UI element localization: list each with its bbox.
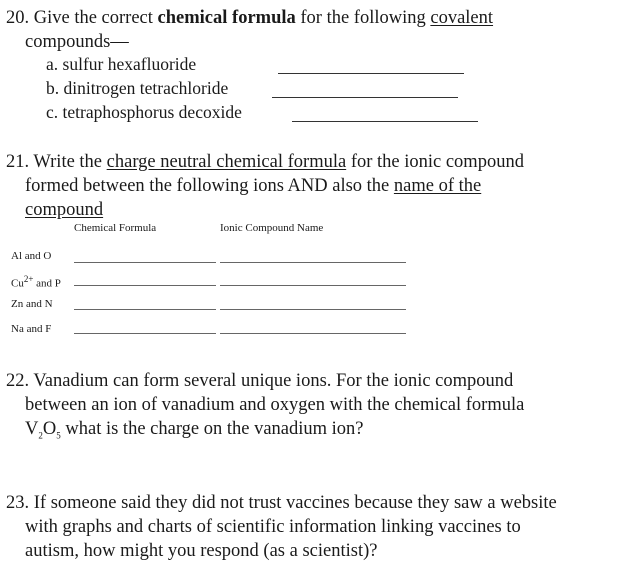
q22-formula-sub1: 2: [38, 430, 43, 441]
q23-line3: autism, how might you respond (as a scientist)?: [25, 541, 378, 561]
q20-answer-line-c[interactable]: [292, 121, 478, 122]
q21-line2-text: formed between the following ions AND also the: [25, 176, 390, 196]
name-answer-line-2[interactable]: [220, 285, 406, 286]
ion-pair-row-1: [11, 250, 51, 262]
name-answer-line-3[interactable]: [220, 309, 406, 310]
q22-formula-o: O: [42, 419, 57, 439]
q22-line3: [25, 417, 364, 448]
ion-pair-label: Zn and N: [11, 298, 53, 310]
q22-line2: between an ion of vanadium and oxygen with the chemical formula: [25, 395, 525, 415]
q20-number: 20.: [6, 8, 30, 28]
q22-formula: [25, 419, 61, 439]
q22-formula-v: V: [25, 419, 39, 439]
ion-pair-label-post: and P: [33, 277, 61, 290]
q23-number: 23.: [6, 493, 30, 513]
q20-item-c: c. tetraphosphorus decoxide: [46, 102, 242, 122]
q20-item-a: a. sulfur hexafluoride: [46, 54, 197, 74]
q21-line2: [25, 174, 481, 198]
q22-text-1: Vanadium can form several unique ions. For the ionic compound: [33, 371, 514, 391]
q22-formula-sub2: 5: [56, 430, 61, 441]
ion-pair-row-4: [11, 323, 51, 335]
ion-charge: 2+: [23, 274, 34, 284]
q20-text-mid: for the following: [300, 8, 426, 28]
q20-line2: compounds—: [25, 32, 129, 52]
name-answer-line-4[interactable]: [220, 333, 406, 334]
q20-item-b: b. dinitrogen tetrachloride: [46, 78, 229, 98]
ion-pair-row-2: [11, 274, 61, 290]
col-header-name: Ionic Compound Name: [220, 222, 324, 234]
q21-line3: [25, 198, 103, 222]
q20-text-pre: Give the correct: [33, 8, 153, 28]
q20-line1: [6, 6, 493, 30]
formula-answer-line-2[interactable]: [74, 285, 216, 286]
q22-line1: [6, 369, 513, 393]
name-answer-line-1[interactable]: [220, 262, 406, 263]
q20-underlined-term: covalent: [430, 8, 494, 28]
q23-text-1: If someone said they did not trust vaccines because they saw a website: [33, 493, 557, 513]
q23-line2: with graphs and charts of scientific information linking vaccines to: [25, 517, 521, 537]
q23-line1: [6, 491, 557, 515]
formula-answer-line-4[interactable]: [74, 333, 216, 334]
q20-bold-term: chemical formula: [157, 8, 296, 28]
q21-text-pre: Write the: [33, 152, 103, 172]
ion-pair-label: Al and O: [11, 250, 52, 262]
q21-underlined-formula: charge neutral chemical formula: [106, 152, 347, 172]
col-header-formula: Chemical Formula: [74, 222, 157, 234]
q20-answer-line-a[interactable]: [278, 73, 464, 74]
ion-pair-row-3: [11, 298, 53, 310]
q21-text-mid: for the ionic compound: [350, 152, 524, 172]
ion-pair-label: Cu: [11, 277, 24, 290]
q21-line1: [6, 150, 524, 174]
q21-number: 21.: [6, 152, 30, 172]
q22-number: 22.: [6, 371, 30, 391]
formula-answer-line-1[interactable]: [74, 262, 216, 263]
formula-answer-line-3[interactable]: [74, 309, 216, 310]
q22-text-3: what is the charge on the vanadium ion?: [60, 419, 364, 439]
ion-pair-label: Na and F: [11, 323, 52, 335]
q20-answer-line-b[interactable]: [272, 97, 458, 98]
q21-underlined-name: name of the: [393, 176, 482, 196]
q21-underlined-compound: compound: [25, 200, 104, 220]
